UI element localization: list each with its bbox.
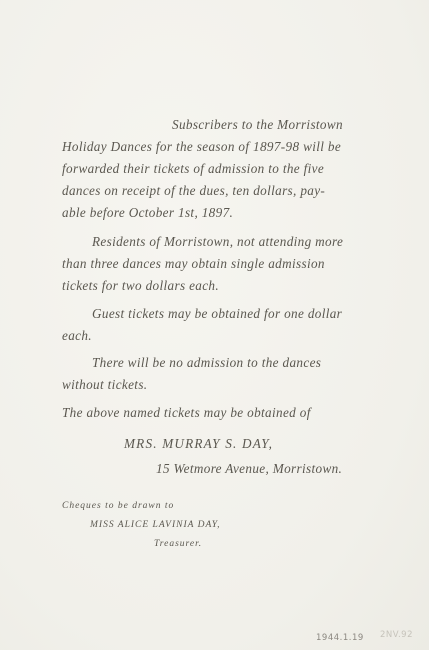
contact-address: 15 Wetmore Avenue, Morristown.: [156, 461, 343, 476]
paragraph-4-line-2: without tickets.: [62, 377, 148, 392]
paragraph-1-line-1: Subscribers to the Morristown: [172, 117, 343, 132]
paragraph-1-line-2: Holiday Dances for the season of 1897-98 will be: [62, 139, 342, 154]
footnote-line-2: MISS ALICE LAVINIA DAY,: [90, 520, 221, 530]
paragraph-2-line-3: tickets for two dollars each.: [62, 278, 220, 293]
paragraph-5-line-1: The above named tickets may be obtained of: [62, 405, 311, 420]
footnote-line-3: Treasurer.: [154, 539, 203, 549]
contact-name: MRS. MURRAY S. DAY,: [124, 436, 274, 451]
paragraph-1-line-3: forwarded their tickets of admission to the five: [62, 161, 325, 176]
paragraph-2-line-1: Residents of Morristown, not attending more: [92, 234, 344, 249]
paragraph-3-line-2: each.: [62, 328, 92, 343]
faint-pencil-mark: 2NV.92: [380, 630, 414, 640]
paragraph-4-line-1: There will be no admission to the dances: [92, 355, 322, 370]
paragraph-3-line-1: Guest tickets may be obtained for one dollar: [92, 306, 343, 321]
accession-number: 1944.1.19: [316, 633, 364, 643]
footnote-line-1: Cheques to be drawn to: [62, 501, 175, 511]
paragraph-1-line-4: dances on receipt of the dues, ten dollars, pay-: [62, 183, 326, 198]
paragraph-2-line-2: than three dances may obtain single admission: [62, 256, 325, 271]
paragraph-1-line-5: able before October 1st, 1897.: [62, 205, 234, 220]
